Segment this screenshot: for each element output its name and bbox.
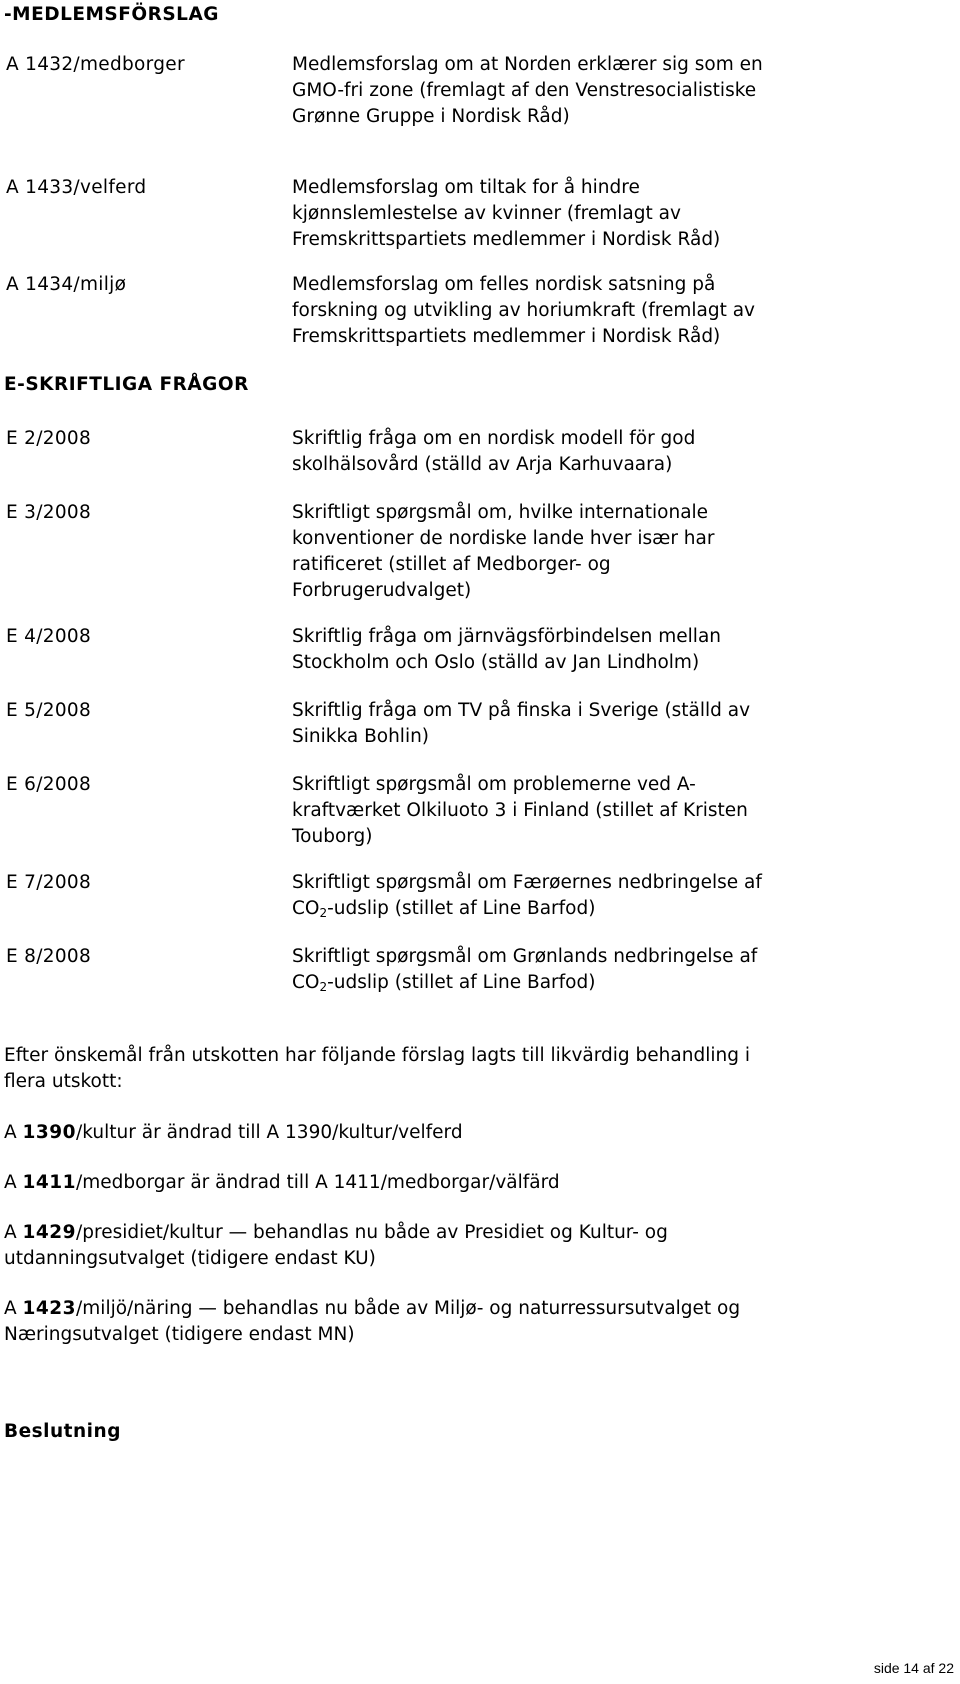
question-title: Skriftligt spørgsmål om Grønlands nedbringelse af $CO_2$-udslip (stillet af Line Barfod) [292,946,758,994]
question-code: E 4/2008 [6,626,92,647]
change-item: A 1423/miljö/näring — behandlas nu både av Miljø- og naturressursutvalget og Næringsutvalget (tidigere endast MN) [4,1298,741,1345]
section-heading-medlemsforslag: -MEDLEMSFÖRSLAG [4,4,219,25]
proposal-title: Medlemsforslag om at Norden erklærer sig som en GMO-fri zone (fremlagt af den Venstresocialistiske Grønne Gruppe i Nordisk Råd) [292,54,763,127]
question-title: Skriftligt spørgsmål om Færøernes nedbringelse af $CO_2$-udslip (stillet af Line Barfod) [292,872,762,920]
beslutning-heading: Beslutning [4,1421,121,1442]
proposal-title: Medlemsforslag om tiltak for å hindre kjønnslemlestelse av kvinner (fremlagt av Fremskrittspartiets medlemmer i Nordisk Råd) [292,177,721,250]
subscript: 2 [319,906,328,920]
change-item: A 1429/presidiet/kultur — behandlas nu både av Presidiet og Kultur- og utdanningsutvalget (tidigere endast KU) [4,1222,668,1269]
page-number: side 14 af 22 [873,1660,954,1676]
intro-paragraph: Efter önskemål från utskotten har följande förslag lagts till likvärdig behandling i flera utskott: [4,1045,750,1092]
proposal-code: A 1433/velferd [6,177,147,198]
question-code: E 6/2008 [6,774,92,795]
question-code: E 3/2008 [6,502,92,523]
question-code: E 5/2008 [6,700,92,721]
question-code: E 8/2008 [6,946,92,967]
question-title: Skriftlig fråga om en nordisk modell för god skolhälsovård (ställd av Arja Karhuvaara) [292,428,696,475]
proposal-code: A 1434/miljø [6,274,127,295]
change-item: A 1390/kultur är ändrad till A 1390/kultur/velferd [4,1122,463,1143]
subscript: 2 [319,980,328,994]
question-title: Skriftligt spørgsmål om, hvilke internationale konventioner de nordiske lande hver især har ratificeret (stillet af Medborger- og Forbrugerudvalget) [292,502,715,601]
section-heading-skriftliga: E-SKRIFTLIGA FRÅGOR [4,374,249,395]
change-item: A 1411/medborgar är ändrad till A 1411/medborgar/välfärd [4,1172,560,1193]
question-title: Skriftlig fråga om järnvägsförbindelsen mellan Stockholm och Oslo (ställd av Jan Lindholm) [292,626,722,673]
proposal-code: A 1432/medborger [6,54,185,75]
question-code: E 7/2008 [6,872,92,893]
question-code: E 2/2008 [6,428,92,449]
question-title: Skriftligt spørgsmål om problemerne ved A-kraftværket Olkiluoto 3 i Finland (stillet af Kristen Touborg) [292,774,748,847]
proposal-title: Medlemsforslag om felles nordisk satsning på forskning og utvikling av horiumkraft (fremlagt av Fremskrittspartiets medlemmer i Nordisk Råd) [292,274,756,347]
question-title: Skriftlig fråga om TV på finska i Sverige (ställd av Sinikka Bohlin) [292,700,751,747]
